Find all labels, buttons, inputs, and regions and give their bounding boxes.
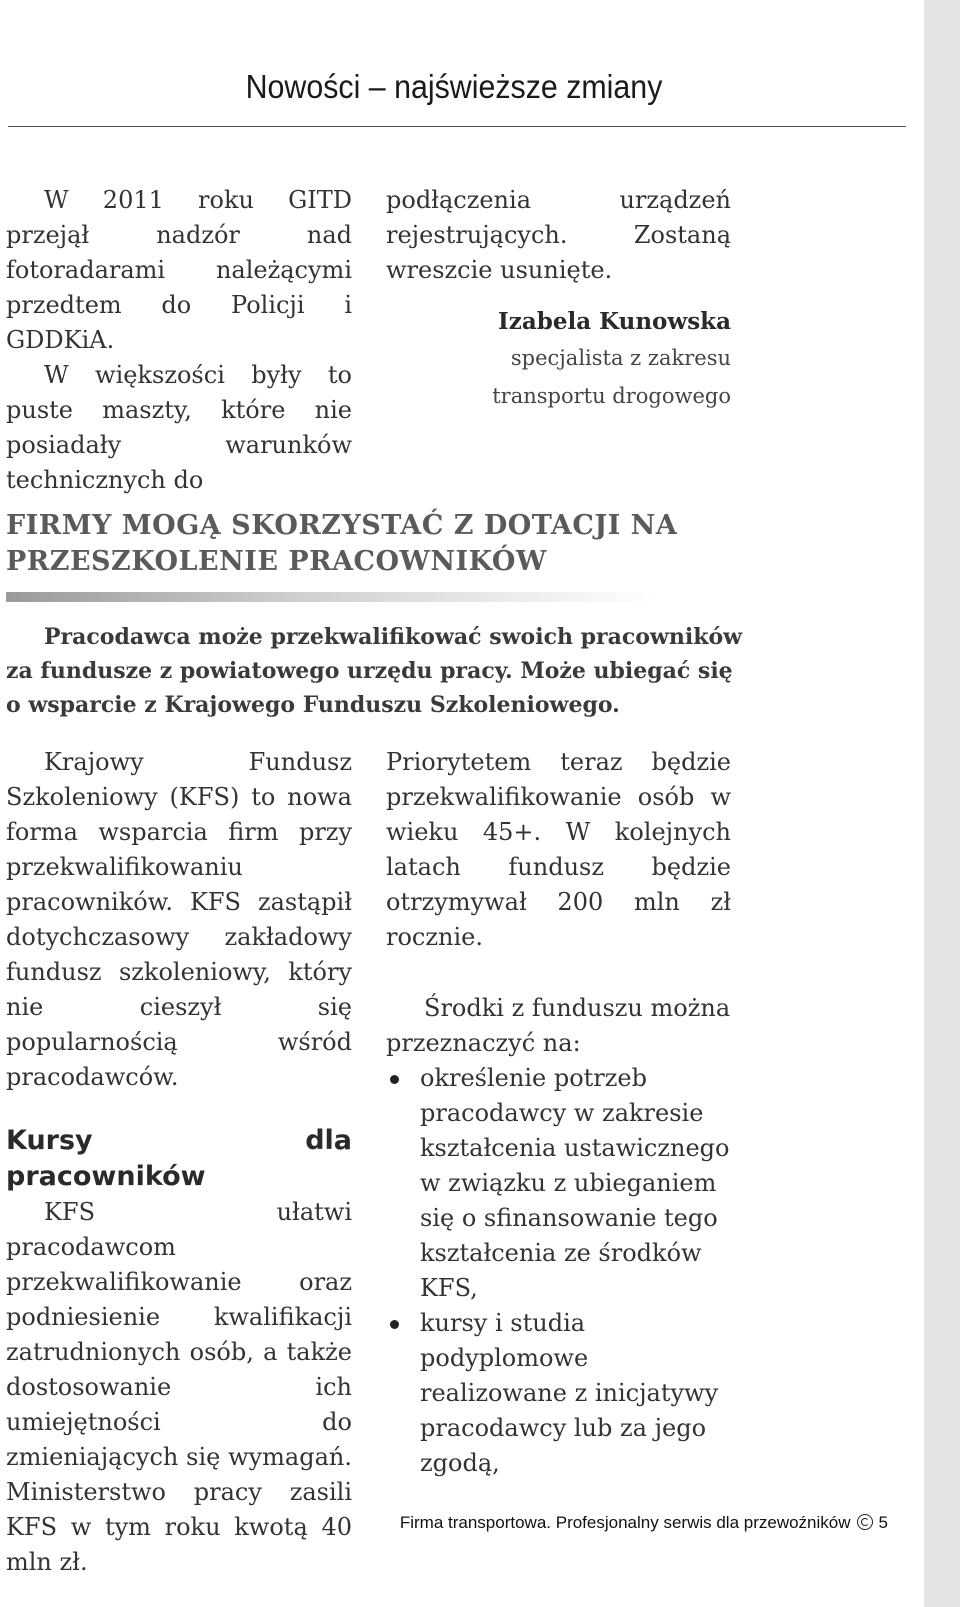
author-block [386,304,731,415]
circle-icon [857,1514,873,1530]
bottom-left-column [6,745,352,1580]
author-role: specjalista z zakresu transportu drogowego [492,346,731,408]
top-left-column [6,183,352,498]
header-divider [8,126,906,127]
top-right-column [386,183,731,415]
list-item: kursy i studia podyplomowe realizowane z inicjatywy pracodawcy lub za jego zgodą, [386,1306,731,1481]
footer-text: Firma transportowa. Profesjonalny serwis dla przewoźników [399,1513,851,1532]
list-item: określenie potrzeb pracodawcy w zakresie kształcenia ustawicznego w związku z ubieganiem się o sfinansowanie tego kształcenia ze środków KFS, [386,1061,731,1306]
page-edge-strip [924,0,960,1607]
paragraph: W większości były to puste maszty, które nie posiadały warunków technicznych do [6,361,352,494]
lead-text: Pracodawca może przekwalifikować swoich pracowników za fundusze z powiatowego urzędu pracy. Może ubiegać się o wsparcie z Krajowego Funduszu Szkoleniowego. [6,624,743,718]
paragraph: W 2011 roku GITD przejął nadzór nad fotoradarami należącymi przedtem do Policji i GDDKiA. [6,186,352,354]
page-number: 5 [878,1513,888,1532]
author-name: Izabela Kunowska [498,308,731,335]
paragraph: Środki z funduszu można przeznaczyć na: [386,994,731,1057]
heading-gradient-rule [6,592,656,602]
page-header-title: Nowości – najświeższe zmiany [245,68,663,105]
subheading: Kursy dla pracowników [6,1125,352,1192]
paragraph: Priorytetem teraz będzie przekwalifikowanie osób w wieku 45+. W kolejnych latach fundusz będzie otrzymywał 200 mln zł rocznie. [386,748,731,951]
bottom-right-column [386,745,731,1481]
page-footer [400,1513,888,1533]
paragraph: KFS ułatwi pracodawcom przekwalifikowanie oraz podniesienie kwalifikacji zatrudnionych osób, a także dostosowanie ich umiejętności do zmieniających się wymagań. Ministerstwo pracy zasili KFS w tym roku kwotą 40 mln zł. [6,1198,352,1576]
paragraph: podłączenia urządzeń rejestrujących. Zostaną wreszcie usunięte. [386,186,731,284]
lead-paragraph [6,620,746,722]
bullet-list [386,1061,731,1481]
paragraph: Krajowy Fundusz Szkoleniowy (KFS) to nowa forma wsparcia firm przy przekwalifikowaniu pracowników. KFS zastąpił dotychczasowy zakładowy fundusz szkoleniowy, który nie cieszył się popularnością wśród pracodawców. [6,748,352,1091]
section-heading: FIRMY MOGĄ SKORZYSTAĆ Z DOTACJI NA PRZESZKOLENIE PRACOWNIKÓW [6,510,678,577]
